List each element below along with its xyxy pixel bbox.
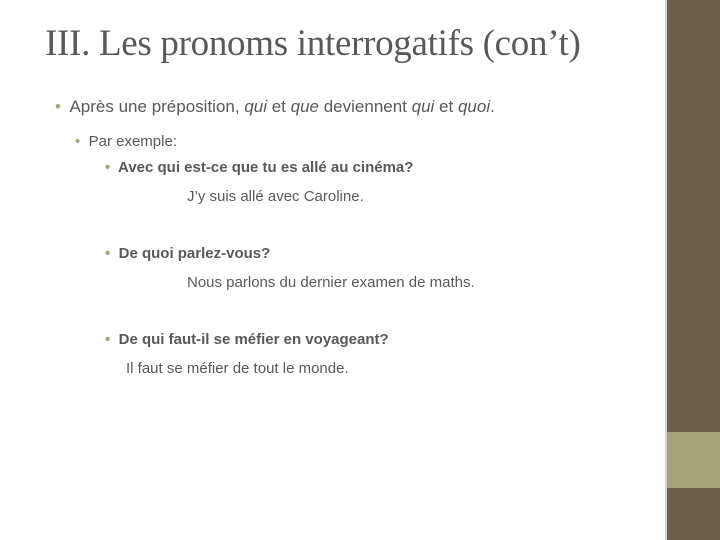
bullet-icon: •: [105, 245, 111, 262]
example-answer-3: Il faut se méfier de tout le monde.: [126, 360, 349, 377]
example-question-3: [105, 331, 389, 348]
bullet-icon: •: [105, 159, 111, 176]
question-text: De quoi parlez-vous?: [118, 245, 271, 262]
point-text: et: [434, 97, 458, 116]
sub-bullet-point: [75, 133, 177, 150]
example-question-1: [105, 159, 413, 176]
sidebar-accent-block: [667, 432, 720, 488]
example-question-2: [105, 245, 270, 262]
point-text: Après une préposition,: [69, 97, 245, 116]
point-word-qui: qui: [244, 97, 267, 116]
point-text: .: [490, 97, 495, 116]
example-answer-1: J’y suis allé avec Caroline.: [187, 188, 364, 205]
slide-title: III. Les pronoms interrogatifs (con’t): [45, 23, 581, 64]
bullet-icon: •: [105, 331, 111, 348]
point-text: deviennent: [319, 97, 412, 116]
bullet-icon: •: [55, 97, 61, 116]
point-word-qui: qui: [411, 97, 435, 116]
main-bullet-point: [55, 97, 495, 117]
bullet-icon: •: [75, 133, 81, 150]
point-word-quoi: quoi: [457, 97, 491, 116]
question-text: Avec qui est-ce que tu es allé au cinéma?: [118, 159, 414, 176]
example-answer-2: Nous parlons du dernier examen de maths.: [187, 274, 475, 291]
question-text: De qui faut-il se méfier en voyageant?: [118, 331, 389, 348]
point-word-que: que: [290, 97, 319, 116]
sub-point-text: Par exemple:: [88, 133, 177, 150]
point-text: et: [267, 97, 291, 116]
